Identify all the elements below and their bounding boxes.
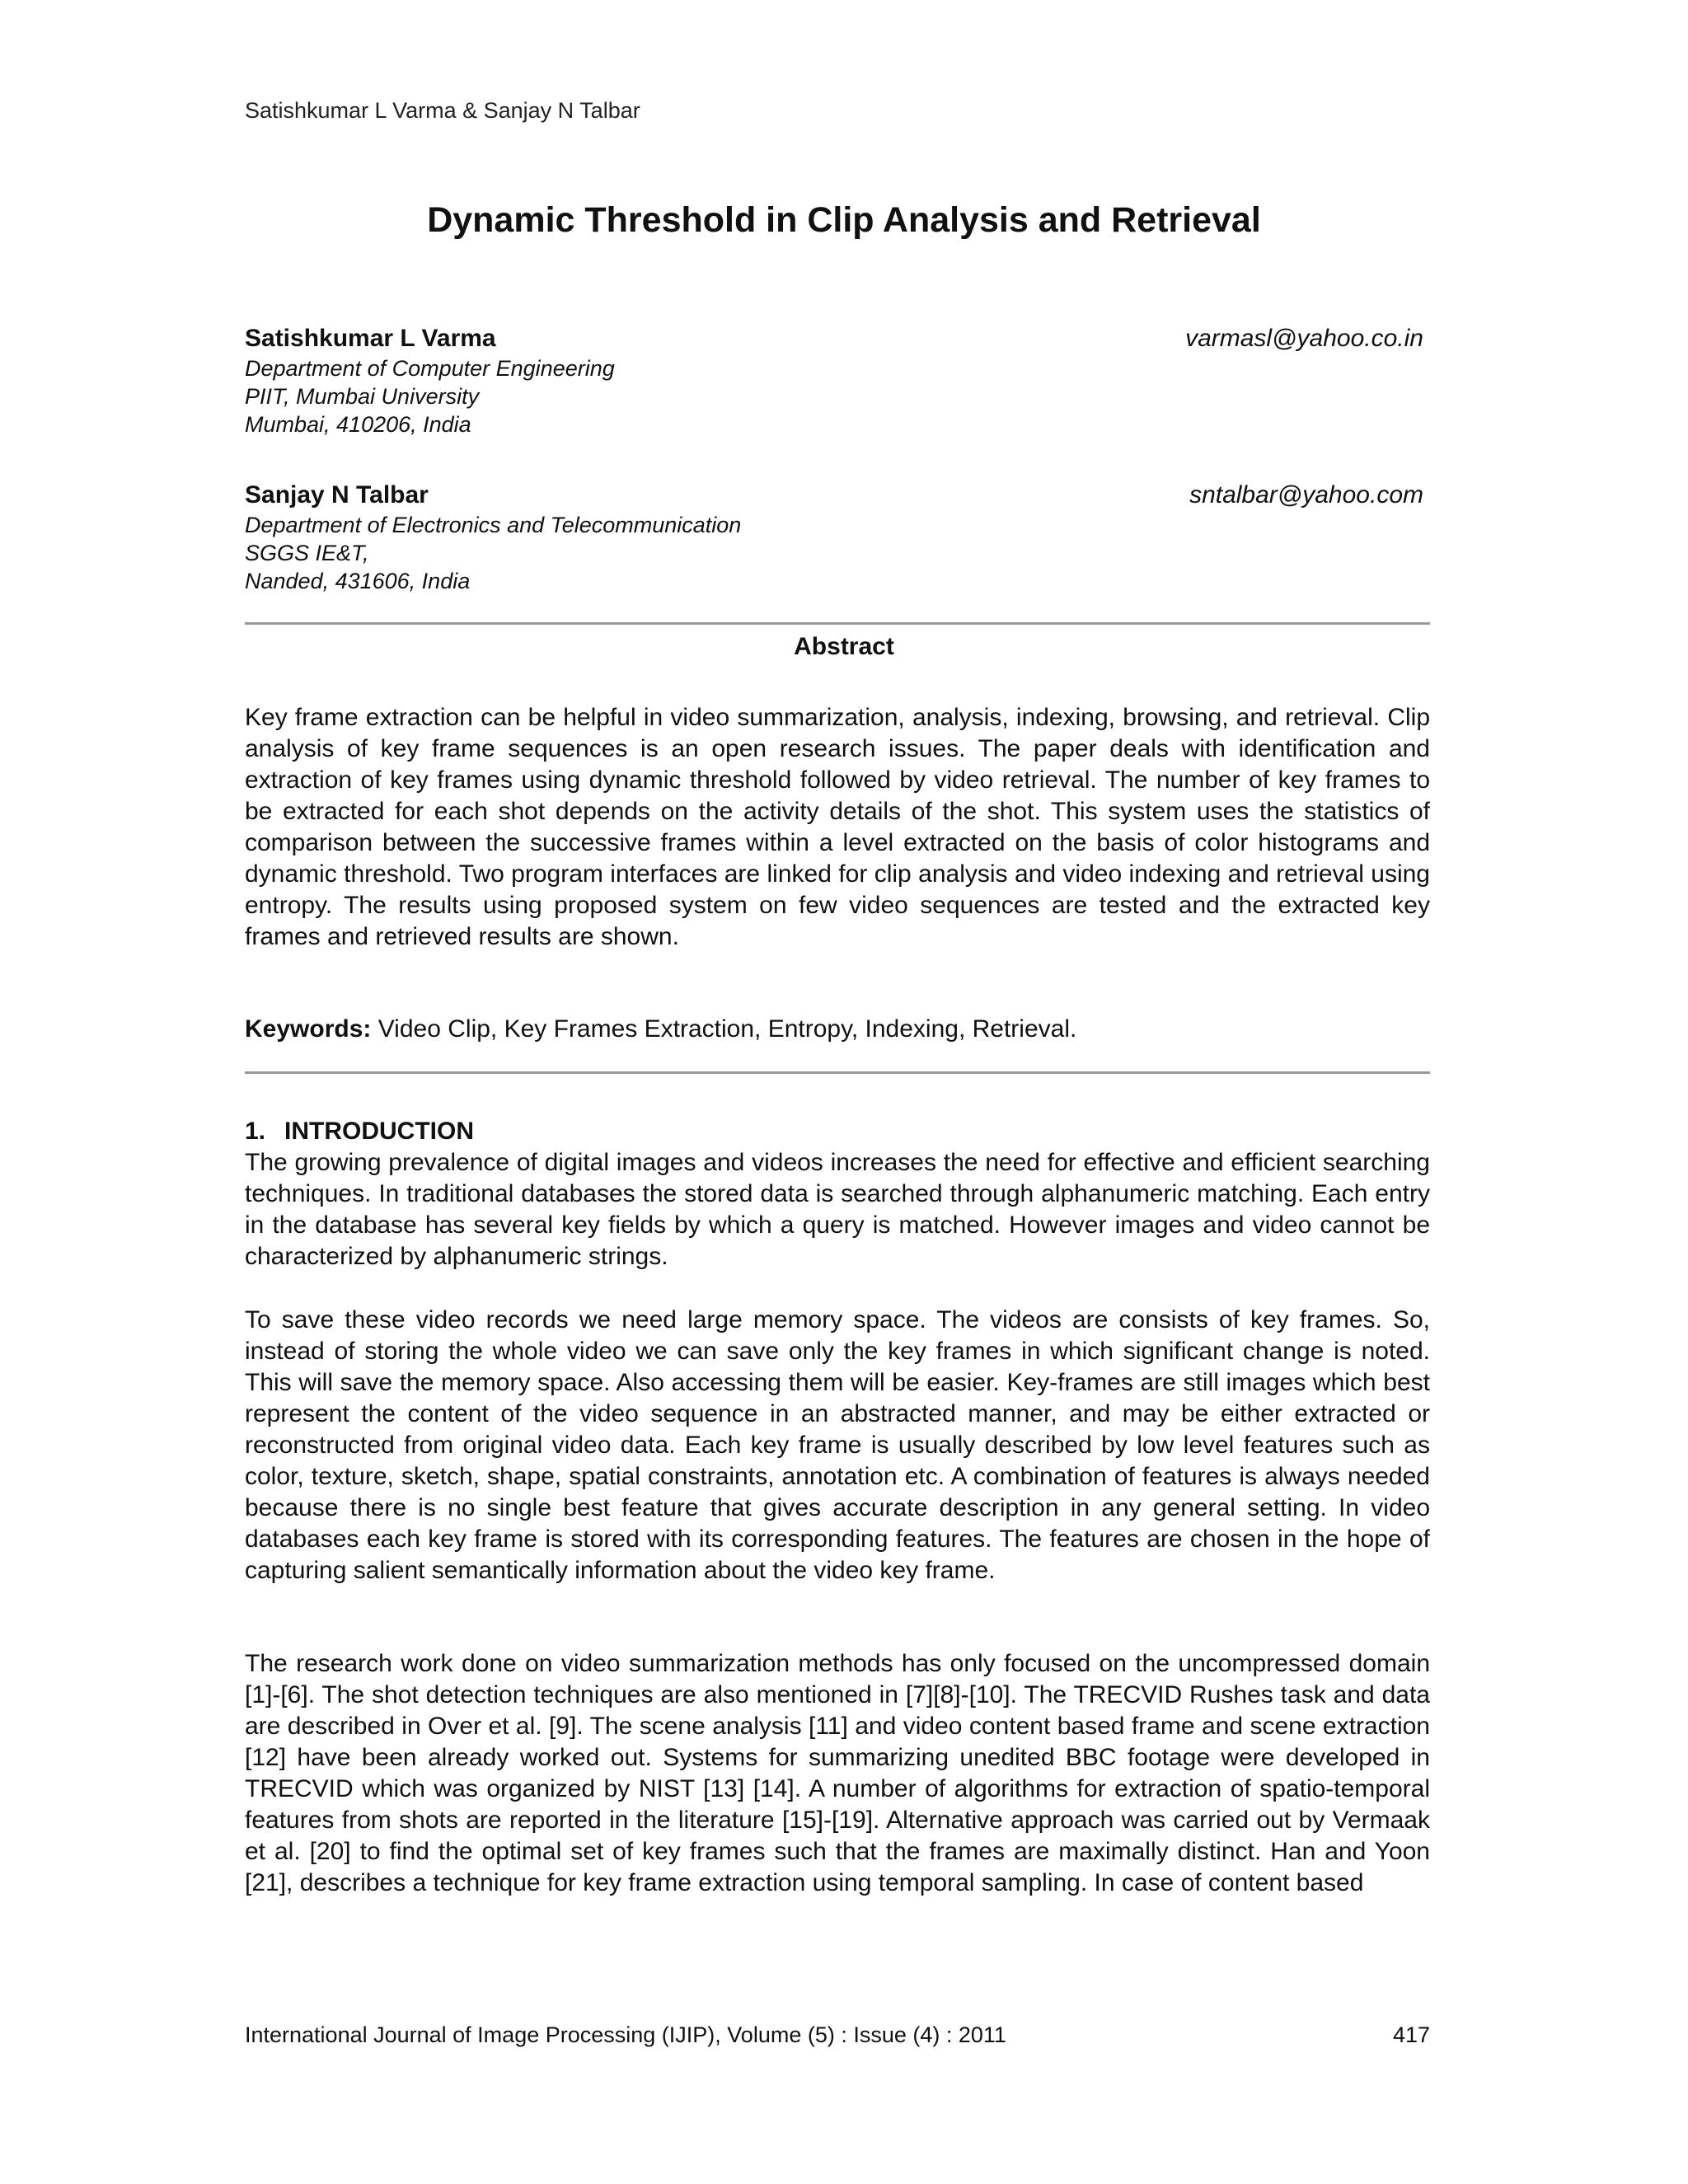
paper-title: Dynamic Threshold in Clip Analysis and Retrieval bbox=[427, 200, 1261, 240]
author-block-1 bbox=[245, 323, 1423, 438]
author-name: Sanjay N Talbar bbox=[245, 481, 429, 509]
keywords-label: Keywords: bbox=[245, 1015, 372, 1043]
divider-top bbox=[245, 622, 1430, 625]
intro-paragraph-3: The research work done on video summarization methods has only focused on the uncompressed domain [1]-[6]. The shot detection techniques are also mentioned in [7][8]-[10]. The TRECVID Rushes task and data are described in Over et al. [9]. The scene analysis [11] and video content based frame and scene extraction [12] have been already worked out. Systems for summarizing unedited BBC footage were developed in TRECVID which was organized by NIST [13] [14]. A number of algorithms for extraction of spatio-temporal features from shots are reported in the literature [15]-[19]. Alternative approach was carried out by Vermaak et al. [20] to find the optimal set of key frames such that the frames are maximally distinct. Han and Yoon [21], describes a technique for key frame extraction using temporal sampling. In case of content based bbox=[245, 1650, 1430, 1896]
section-title: INTRODUCTION bbox=[284, 1118, 474, 1145]
author-email: sntalbar@yahoo.com bbox=[1189, 481, 1423, 509]
abstract-heading: Abstract bbox=[794, 633, 894, 660]
keywords bbox=[245, 1014, 1430, 1045]
author-department: Department of Electronics and Telecommunication bbox=[245, 513, 742, 537]
author-institution: SGGS IE&T, bbox=[245, 541, 369, 565]
author-department: Department of Computer Engineering bbox=[245, 356, 615, 381]
keywords-text: Video Clip, Key Frames Extraction, Entropy, Indexing, Retrieval. bbox=[377, 1015, 1077, 1043]
author-location: Mumbai, 410206, India bbox=[245, 412, 471, 437]
running-head: Satishkumar L Varma & Sanjay N Talbar bbox=[245, 98, 640, 123]
section-heading bbox=[245, 1116, 474, 1147]
intro-paragraph-1: The growing prevalence of digital images and videos increases the need for effective and efficient searching techniques. In traditional databases the stored data is searched through alphanumeric matching. Each entry in the database has several key fields by which a query is matched. However images and video cannot be characterized by alphanumeric strings. bbox=[245, 1149, 1430, 1270]
footer-journal: International Journal of Image Processing (IJIP), Volume (5) : Issue (4) : 2011 bbox=[245, 2022, 1006, 2047]
author-email: varmasl@yahoo.co.in bbox=[1185, 325, 1423, 352]
author-institution: PIIT, Mumbai University bbox=[245, 384, 480, 409]
page-number: 417 bbox=[1392, 2022, 1430, 2047]
author-name: Satishkumar L Varma bbox=[245, 325, 496, 352]
intro-paragraph-2: To save these video records we need large memory space. The videos are consists of key frames. So, instead of storing the whole video we can save only the key frames in which significant change is noted. This will save the memory space. Also accessing them will be easier. Key-frames are still images which best represent the content of the video sequence in an abstracted manner, and may be either extracted or reconstructed from original video data. Each key frame is usually described by low level features such as color, texture, sketch, shape, spatial constraints, annotation etc. A combination of features is always needed because there is no single best feature that gives accurate description in any general setting. In video databases each key frame is stored with its corresponding features. The features are chosen in the hope of capturing salient semantically information about the video key frame. bbox=[245, 1306, 1430, 1584]
author-location: Nanded, 431606, India bbox=[245, 569, 471, 593]
abstract-text: Key frame extraction can be helpful in video summarization, analysis, indexing, browsing, and retrieval. Clip analysis of key frame sequences is an open research issues. The paper deals with identification and extraction of key frames using dynamic threshold followed by video retrieval. The number of key frames to be extracted for each shot depends on the activity details of the shot. This system uses the statistics of comparison between the successive frames within a level extracted on the basis of color histograms and dynamic threshold. Two program interfaces are linked for clip analysis and video indexing and retrieval using entropy. The results using proposed system on few video sequences are tested and the extracted key frames and retrieved results are shown. bbox=[245, 704, 1430, 950]
author-block-2 bbox=[245, 480, 1423, 595]
section-number: 1. bbox=[245, 1118, 266, 1145]
divider-bottom bbox=[245, 1071, 1430, 1074]
